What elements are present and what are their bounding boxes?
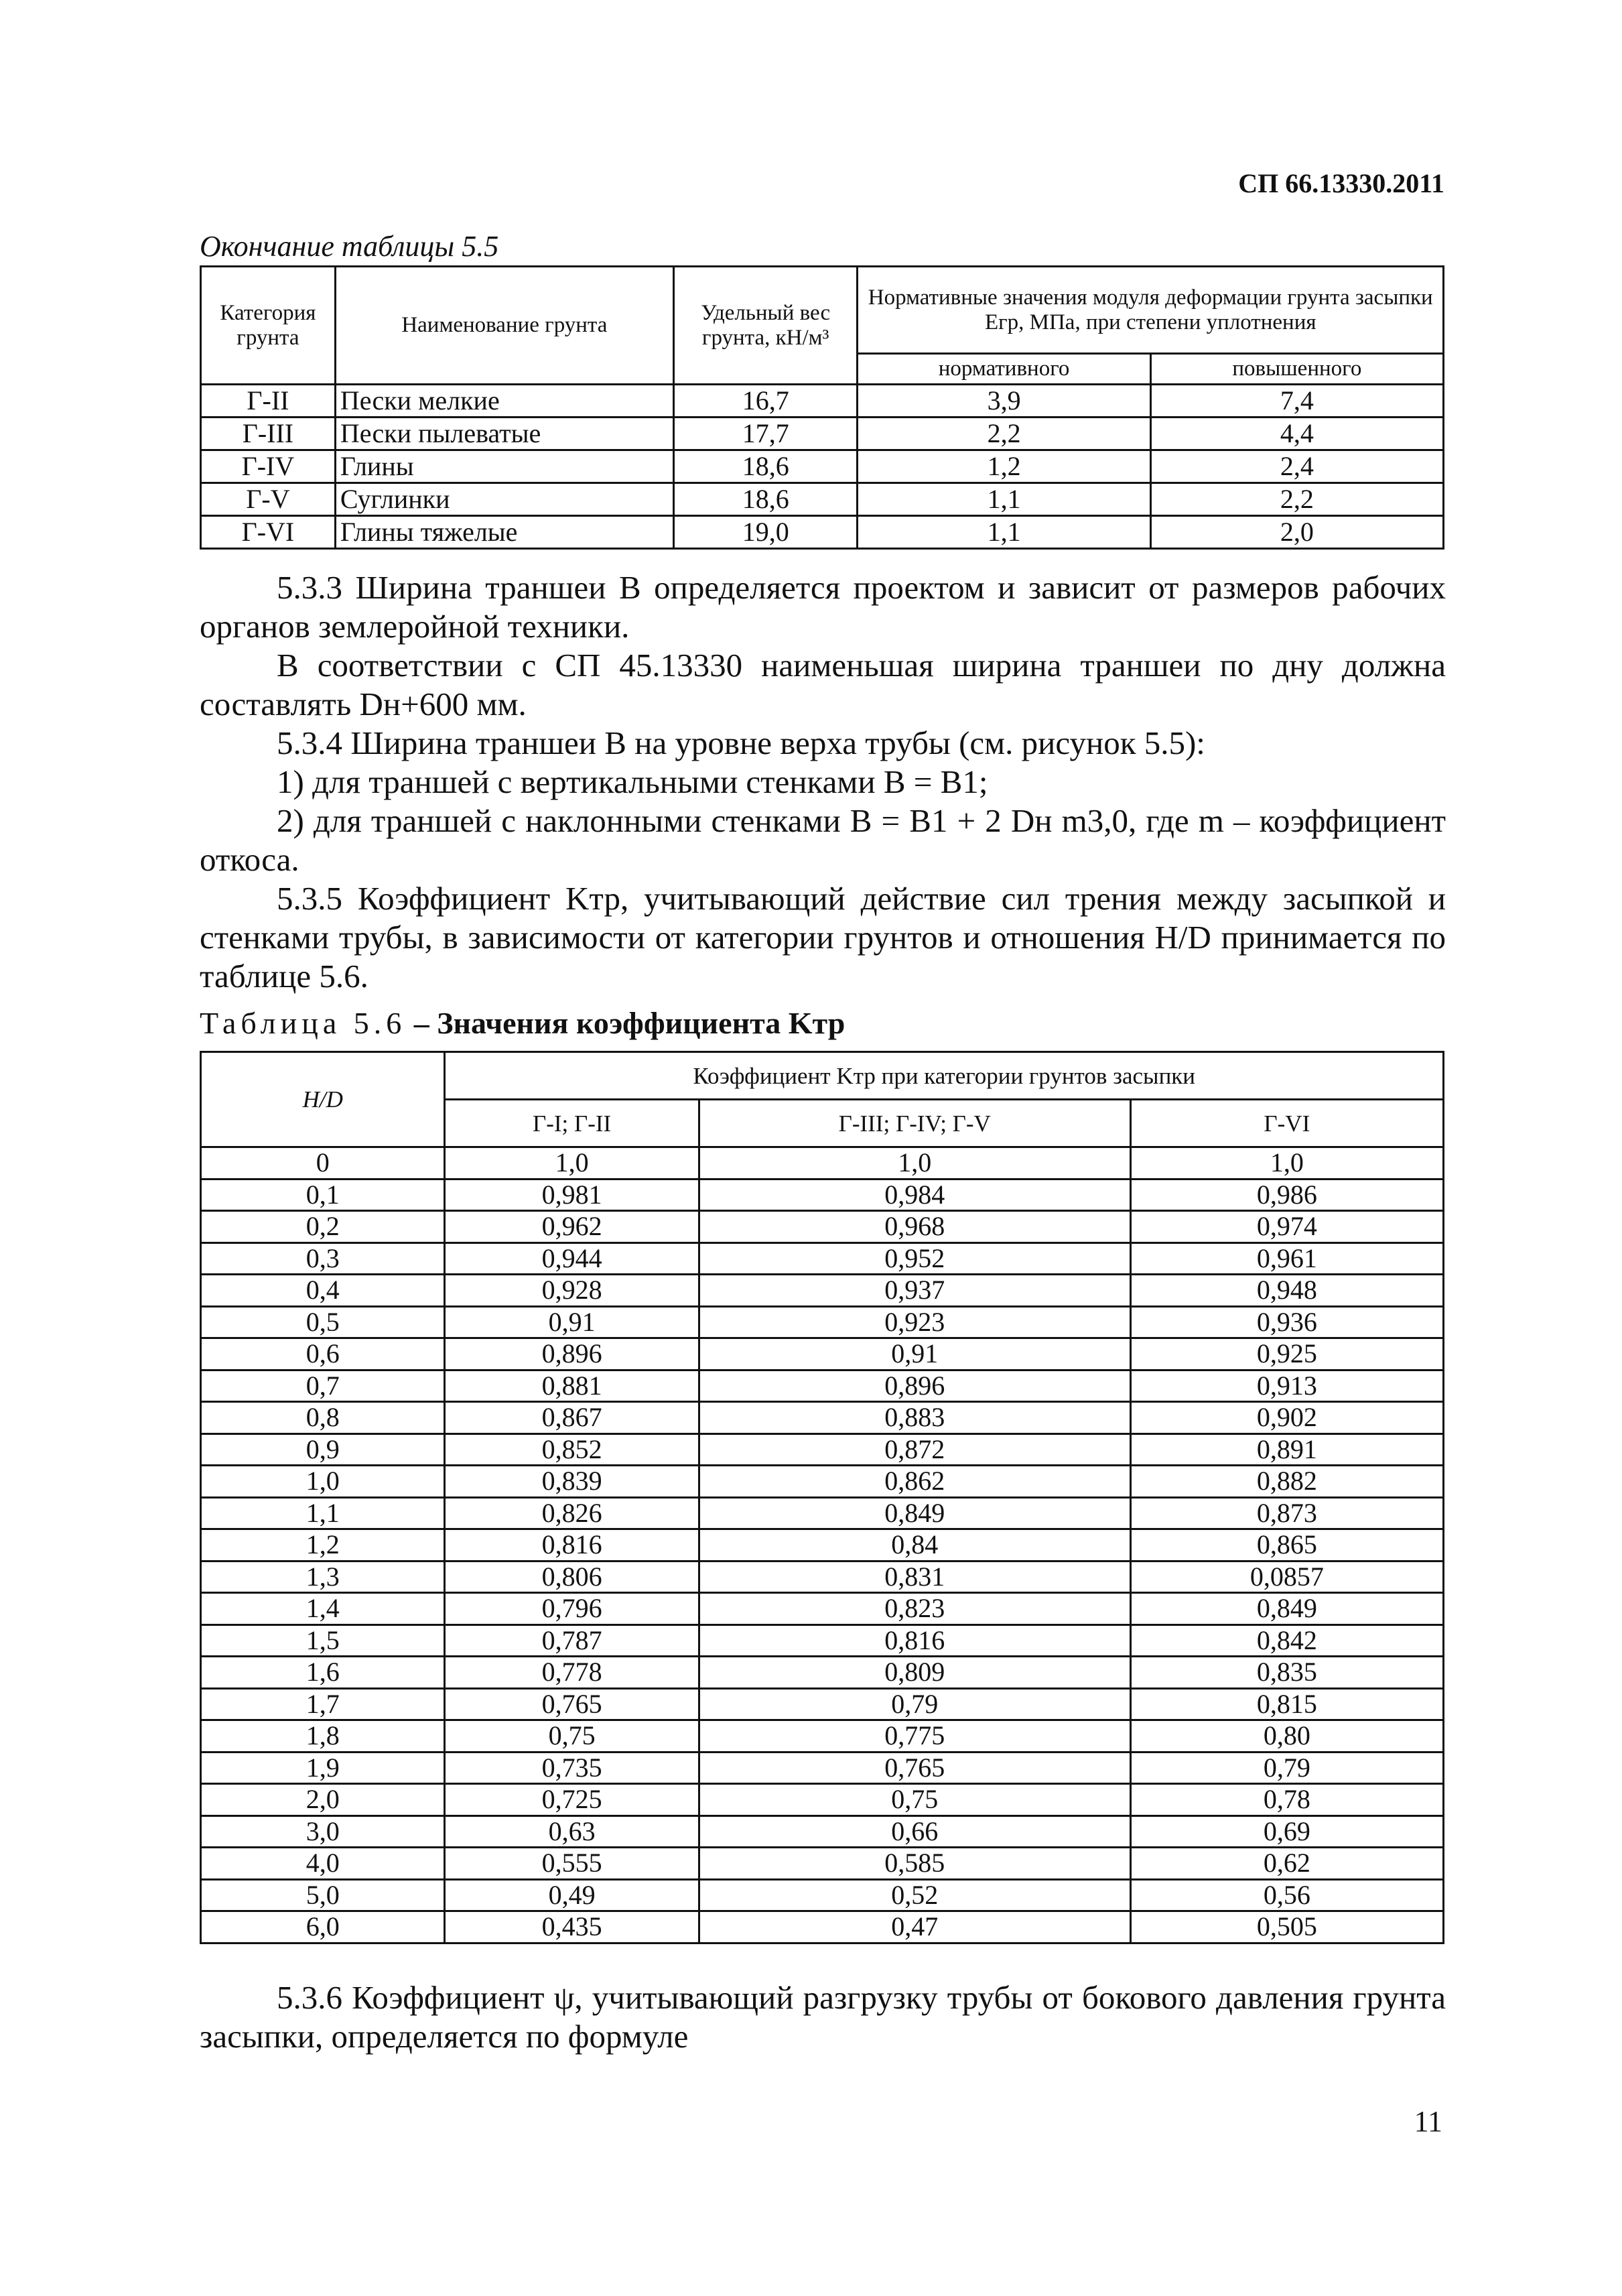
table-cell-g6: 0,974 [1130,1211,1443,1243]
table-cell-name: Глины тяжелые [335,516,673,549]
table-cell-h-d: 0,4 [201,1275,445,1307]
paragraph-5-3-4-item-2: 2) для траншей с наклонными стенками B = B1 + 2 Dн m3,0, где m – коэффициент откоса. [200,802,1446,878]
table-cell-g6: 0,69 [1130,1815,1443,1848]
table-cell-g3-g5: 0,585 [699,1848,1130,1880]
table-row [201,385,1444,418]
table-cell-h-d: 0,3 [201,1242,445,1275]
table-cell-g3-g5: 0,823 [699,1593,1130,1625]
paragraph-5-3-5: 5.3.5 Коэффициент Kтр, учитывающий действие сил трения между засыпкой и стенками трубы, в зависимости от категории грунтов и отношения H/D принимается по таблице 5.6. [200,880,1446,995]
table-cell-g6: 0,913 [1130,1370,1443,1402]
table-row [201,1402,1444,1434]
table-cell-g6: 0,62 [1130,1848,1443,1880]
header-g6: Г-VI [1130,1100,1443,1147]
table-row [201,450,1444,483]
table-cell-cat: Г-VI [201,516,336,549]
table-cell-h-d: 1,7 [201,1688,445,1720]
table-cell-cat: Г-II [201,385,336,418]
paragraph-5-3-4: 5.3.4 Ширина траншеи B на уровне верха трубы (см. рисунок 5.5): [277,724,1205,761]
table-cell-h-d: 0,2 [201,1211,445,1243]
table-cell-g3-g5: 0,75 [699,1784,1130,1816]
table-cell-h-d: 0 [201,1147,445,1179]
table-cell-g1-g2: 0,826 [445,1497,699,1529]
table-cell-h-d: 5,0 [201,1879,445,1911]
table-cell-g1-g2: 0,896 [445,1338,699,1370]
table-cell-g6: 0,902 [1130,1402,1443,1434]
table-cell-g3-g5: 0,765 [699,1752,1130,1784]
table-row [201,418,1444,450]
table-5-6 [200,1051,1444,1944]
table-5-6-label: Таблица 5.6 [200,1006,407,1040]
table-row [201,1433,1444,1466]
table-cell-g1-g2: 0,981 [445,1179,699,1211]
table-cell-g6: 0,815 [1130,1688,1443,1720]
table-cell-g1-g2: 0,839 [445,1466,699,1498]
table-cell-g3-g5: 0,809 [699,1657,1130,1689]
table-cell-g1-g2: 0,796 [445,1593,699,1625]
table-cell-cat: Г-V [201,483,336,516]
table-cell-h-d: 1,9 [201,1752,445,1784]
table-cell-g3-g5: 0,52 [699,1879,1130,1911]
page-number: 11 [1414,2105,1442,2138]
table-cell-g1-g2: 0,75 [445,1720,699,1752]
table-cell-g1-g2: 0,928 [445,1275,699,1307]
table-cell-g3-g5: 1,0 [699,1147,1130,1179]
table-row [201,516,1444,549]
table-row [201,1211,1444,1243]
table-cell-g1-g2: 0,881 [445,1370,699,1402]
paragraph-5-3-3-continued: В соответствии с СП 45.13330 наименьшая ширина траншеи по дну должна составлять Dн+600 мм. [200,647,1446,722]
table-row [201,1275,1444,1307]
table-row [201,1879,1444,1911]
table-cell-g1-g2: 0,787 [445,1624,699,1657]
table-cell-g6: 0,849 [1130,1593,1443,1625]
table-cell-g3-g5: 0,775 [699,1720,1130,1752]
table-row [201,1911,1444,1943]
table-cell-g6: 0,79 [1130,1752,1443,1784]
table-cell-g3-g5: 0,883 [699,1402,1130,1434]
table-cell-g6: 0,891 [1130,1433,1443,1466]
table-cell-h-d: 2,0 [201,1784,445,1816]
table-row [201,1497,1444,1529]
table-cell-g3-g5: 0,862 [699,1466,1130,1498]
table-cell-g1-g2: 0,816 [445,1529,699,1561]
table-cell-h-d: 1,0 [201,1466,445,1498]
table-cell-g3-g5: 0,937 [699,1275,1130,1307]
table-5-5-continuation-caption: Окончание таблицы 5.5 [200,230,499,263]
table-cell-g3-g5: 0,896 [699,1370,1130,1402]
table-row [201,1688,1444,1720]
table-cell-increased: 4,4 [1150,418,1443,450]
table-5-5 [200,265,1444,550]
table-cell-g1-g2: 0,867 [445,1402,699,1434]
table-cell-weight: 18,6 [673,483,858,516]
table-cell-g1-g2: 0,735 [445,1752,699,1784]
table-cell-weight: 17,7 [673,418,858,450]
table-row [201,483,1444,516]
table-cell-g6: 1,0 [1130,1147,1443,1179]
table-cell-increased: 2,2 [1150,483,1443,516]
table-row [201,1752,1444,1784]
table-cell-h-d: 1,8 [201,1720,445,1752]
table-cell-g1-g2: 1,0 [445,1147,699,1179]
header-increased: повышенного [1150,354,1443,385]
table-cell-h-d: 4,0 [201,1848,445,1880]
table-cell-increased: 2,0 [1150,516,1443,549]
table-row [201,1179,1444,1211]
table-cell-h-d: 0,5 [201,1306,445,1338]
table-cell-normal: 1,1 [858,516,1150,549]
table-cell-increased: 2,4 [1150,450,1443,483]
header-normal: нормативного [858,354,1150,385]
table-cell-h-d: 1,2 [201,1529,445,1561]
table-cell-h-d: 0,1 [201,1179,445,1211]
table-cell-normal: 1,2 [858,450,1150,483]
table-cell-g1-g2: 0,765 [445,1688,699,1720]
table-row [201,1147,1444,1179]
table-5-6-caption [200,1005,845,1041]
table-cell-name: Пески мелкие [335,385,673,418]
table-cell-g3-g5: 0,968 [699,1211,1130,1243]
table-cell-h-d: 0,8 [201,1402,445,1434]
table-cell-h-d: 1,5 [201,1624,445,1657]
table-cell-g1-g2: 0,63 [445,1815,699,1848]
table-row [201,1242,1444,1275]
table-cell-g6: 0,961 [1130,1242,1443,1275]
table-row [201,1784,1444,1816]
table-cell-g1-g2: 0,778 [445,1657,699,1689]
table-cell-normal: 3,9 [858,385,1150,418]
header-unit-weight: Удельный вес грунта, кН/м³ [673,267,858,385]
table-row [201,1561,1444,1593]
header-g1-g2: Г-I; Г-II [445,1100,699,1147]
table-cell-name: Суглинки [335,483,673,516]
table-row [201,1624,1444,1657]
table-cell-normal: 2,2 [858,418,1150,450]
table-cell-g3-g5: 0,91 [699,1338,1130,1370]
table-cell-g1-g2: 0,944 [445,1242,699,1275]
table-cell-g6: 0,925 [1130,1338,1443,1370]
table-row [201,1338,1444,1370]
table-cell-g3-g5: 0,66 [699,1815,1130,1848]
table-cell-h-d: 1,1 [201,1497,445,1529]
table-cell-g6: 0,835 [1130,1657,1443,1689]
table-cell-g6: 0,882 [1130,1466,1443,1498]
table-cell-g6: 0,56 [1130,1879,1443,1911]
table-cell-g3-g5: 0,952 [699,1242,1130,1275]
header-g3-g5: Г-III; Г-IV; Г-V [699,1100,1130,1147]
header-h-d: H/D [201,1052,445,1147]
table-cell-g3-g5: 0,831 [699,1561,1130,1593]
table-cell-weight: 16,7 [673,385,858,418]
table-cell-h-d: 3,0 [201,1815,445,1848]
table-row [201,1815,1444,1848]
table-row [201,1306,1444,1338]
table-cell-h-d: 1,4 [201,1593,445,1625]
table-row [201,1466,1444,1498]
table-cell-g1-g2: 0,435 [445,1911,699,1943]
table-cell-g3-g5: 0,79 [699,1688,1130,1720]
table-cell-g1-g2: 0,91 [445,1306,699,1338]
table-cell-h-d: 1,3 [201,1561,445,1593]
table-row [201,1720,1444,1752]
table-cell-g3-g5: 0,816 [699,1624,1130,1657]
table-cell-g6: 0,986 [1130,1179,1443,1211]
document-code: СП 66.13330.2011 [1238,168,1444,198]
table-row [201,1657,1444,1689]
table-cell-h-d: 0,7 [201,1370,445,1402]
table-cell-g6: 0,948 [1130,1275,1443,1307]
table-cell-cat: Г-IV [201,450,336,483]
table-cell-g1-g2: 0,49 [445,1879,699,1911]
header-category: Категория грунта [201,267,336,385]
table-cell-g3-g5: 0,872 [699,1433,1130,1466]
table-row [201,1848,1444,1880]
table-cell-g1-g2: 0,806 [445,1561,699,1593]
table-cell-g6: 0,936 [1130,1306,1443,1338]
paragraph-5-3-6: 5.3.6 Коэффициент ψ, учитывающий разгрузку трубы от бокового давления грунта засыпки, определяется по формуле [200,1979,1446,2055]
table-cell-h-d: 0,6 [201,1338,445,1370]
table-cell-g6: 0,505 [1130,1911,1443,1943]
header-coefficient-group: Коэффициент Kтр при категории грунтов засыпки [445,1052,1444,1100]
table-cell-weight: 18,6 [673,450,858,483]
table-cell-g3-g5: 0,47 [699,1911,1130,1943]
table-row [201,1593,1444,1625]
table-cell-g6: 0,0857 [1130,1561,1443,1593]
table-cell-g3-g5: 0,849 [699,1497,1130,1529]
table-cell-h-d: 0,9 [201,1433,445,1466]
table-cell-g6: 0,80 [1130,1720,1443,1752]
table-cell-g6: 0,78 [1130,1784,1443,1816]
table-row [201,1529,1444,1561]
table-cell-h-d: 1,6 [201,1657,445,1689]
table-cell-g6: 0,842 [1130,1624,1443,1657]
table-cell-g6: 0,873 [1130,1497,1443,1529]
table-cell-g1-g2: 0,962 [445,1211,699,1243]
table-cell-normal: 1,1 [858,483,1150,516]
table-5-6-title: – Значения коэффициента Kтр [413,1006,846,1040]
paragraph-5-3-4-item-1: 1) для траншей с вертикальными стенками B = B1; [277,763,988,800]
header-soil-name: Наименование грунта [335,267,673,385]
table-cell-name: Пески пылеватые [335,418,673,450]
table-cell-g3-g5: 0,923 [699,1306,1130,1338]
header-deformation-modulus: Нормативные значения модуля деформации грунта засыпки Eгр, МПа, при степени уплотнения [858,267,1444,354]
table-cell-g6: 0,865 [1130,1529,1443,1561]
table-cell-weight: 19,0 [673,516,858,549]
table-cell-h-d: 6,0 [201,1911,445,1943]
table-cell-g3-g5: 0,984 [699,1179,1130,1211]
table-cell-g1-g2: 0,555 [445,1848,699,1880]
table-cell-g3-g5: 0,84 [699,1529,1130,1561]
table-cell-name: Глины [335,450,673,483]
paragraph-5-3-3: 5.3.3 Ширина траншеи B определяется проектом и зависит от размеров рабочих органов землеройной техники. [200,569,1446,645]
table-cell-increased: 7,4 [1150,385,1443,418]
table-cell-g1-g2: 0,852 [445,1433,699,1466]
table-cell-cat: Г-III [201,418,336,450]
table-row [201,1370,1444,1402]
table-cell-g1-g2: 0,725 [445,1784,699,1816]
